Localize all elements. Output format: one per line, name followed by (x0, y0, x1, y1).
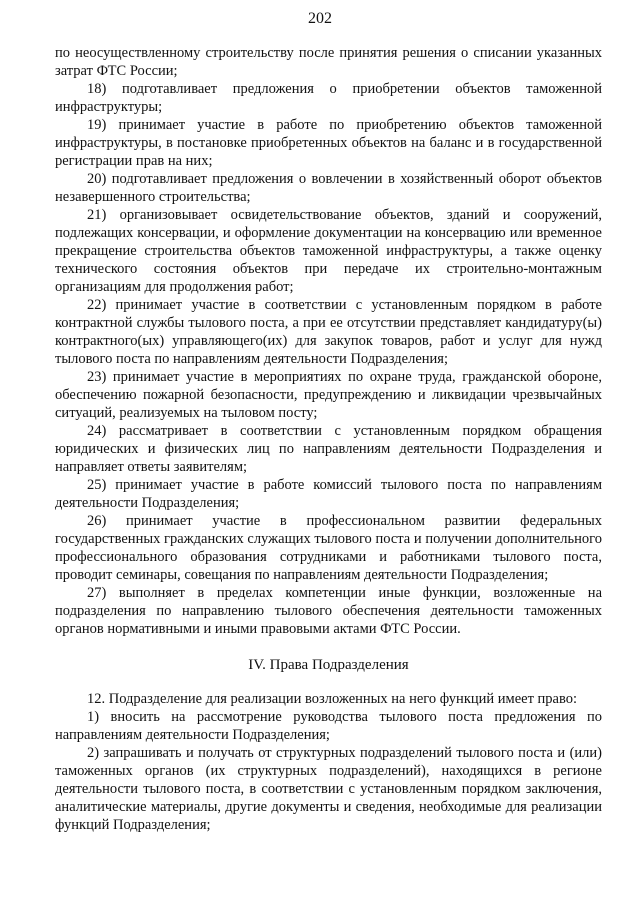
list-item: 27) выполняет в пределах компетенции иные функции, возложенные на подразделения по направлению тылового обеспечения деятельности таможенных органов нормативными и иными правовыми актами ФТС России. (55, 585, 602, 637)
page-number: 202 (308, 10, 332, 27)
list-item: 25) принимает участие в работе комиссий тылового поста по направлениям деятельности Подразделения; (55, 477, 602, 511)
list-item: 1) вносить на рассмотрение руководства тылового поста предложения по направлениям деятельности Подразделения; (55, 709, 602, 743)
paragraph: 12. Подразделение для реализации возложенных на него функций имеет право: (87, 691, 578, 707)
list-item: 26) принимает участие в профессиональном развитии федеральных государственных гражданских служащих тылового поста и получении дополнительного профессионального образования сотрудниками и работниками тылового поста, проводит семинары, совещания по направлениям деятельности Подразделения; (55, 513, 602, 583)
list-item: 21) организовывает освидетельствование объектов, зданий и сооружений, подлежащих консервации, и оформление документации на консервацию или временное прекращение строительства объектов таможенной инфраструктуры, а также оценку технического состояния объектов при передаче их строительно-монтажным организациям для продолжения работ; (55, 207, 602, 295)
list-item: 18) подготавливает предложения о приобретении объектов таможенной инфраструктуры; (55, 81, 602, 115)
paragraph: по неосуществленному строительству после принятия решения о списании указанных затрат ФТС России; (55, 45, 602, 79)
functions-list (55, 44, 602, 638)
list-item: 22) принимает участие в соответствии с установленным порядком в работе контрактной службы тылового поста, а при ее отсутствии представляет кандидатуру(ы) контрактного(ых) управляющего(их) для закупок товаров, работ и услуг для нужд тылового поста по направлениям деятельности Подразделения; (55, 297, 602, 367)
list-item: 23) принимает участие в мероприятиях по охране труда, гражданской обороне, обеспечению пожарной безопасности, предупреждению и ликвидации чрезвычайных ситуаций, реализуемых на тыловом посту; (55, 369, 602, 421)
list-item: 24) рассматривает в соответствии с установленным порядком обращения юридических и физических лиц по направлениям деятельности Подразделения и направляет ответы заявителям; (55, 423, 602, 475)
list-item: 20) подготавливает предложения о вовлечении в хозяйственный оборот объектов незавершенного строительства; (55, 171, 602, 205)
rights-list (55, 690, 602, 834)
list-item: 2) запрашивать и получать от структурных подразделений тылового поста и (или) таможенных органов (их структурных подразделений), находящихся в регионе деятельности тылового поста, в соответствии с установленным порядком заключения, аналитические материалы, другие документы и сведения, необходимые для реализации функций Подразделения; (55, 745, 602, 833)
list-item: 19) принимает участие в работе по приобретению объектов таможенной инфраструктуры, в постановке приобретенных объектов на баланс и в государственной регистрации прав на них; (55, 117, 602, 169)
section-heading: IV. Права Подразделения (248, 657, 409, 673)
document-body (55, 44, 602, 834)
